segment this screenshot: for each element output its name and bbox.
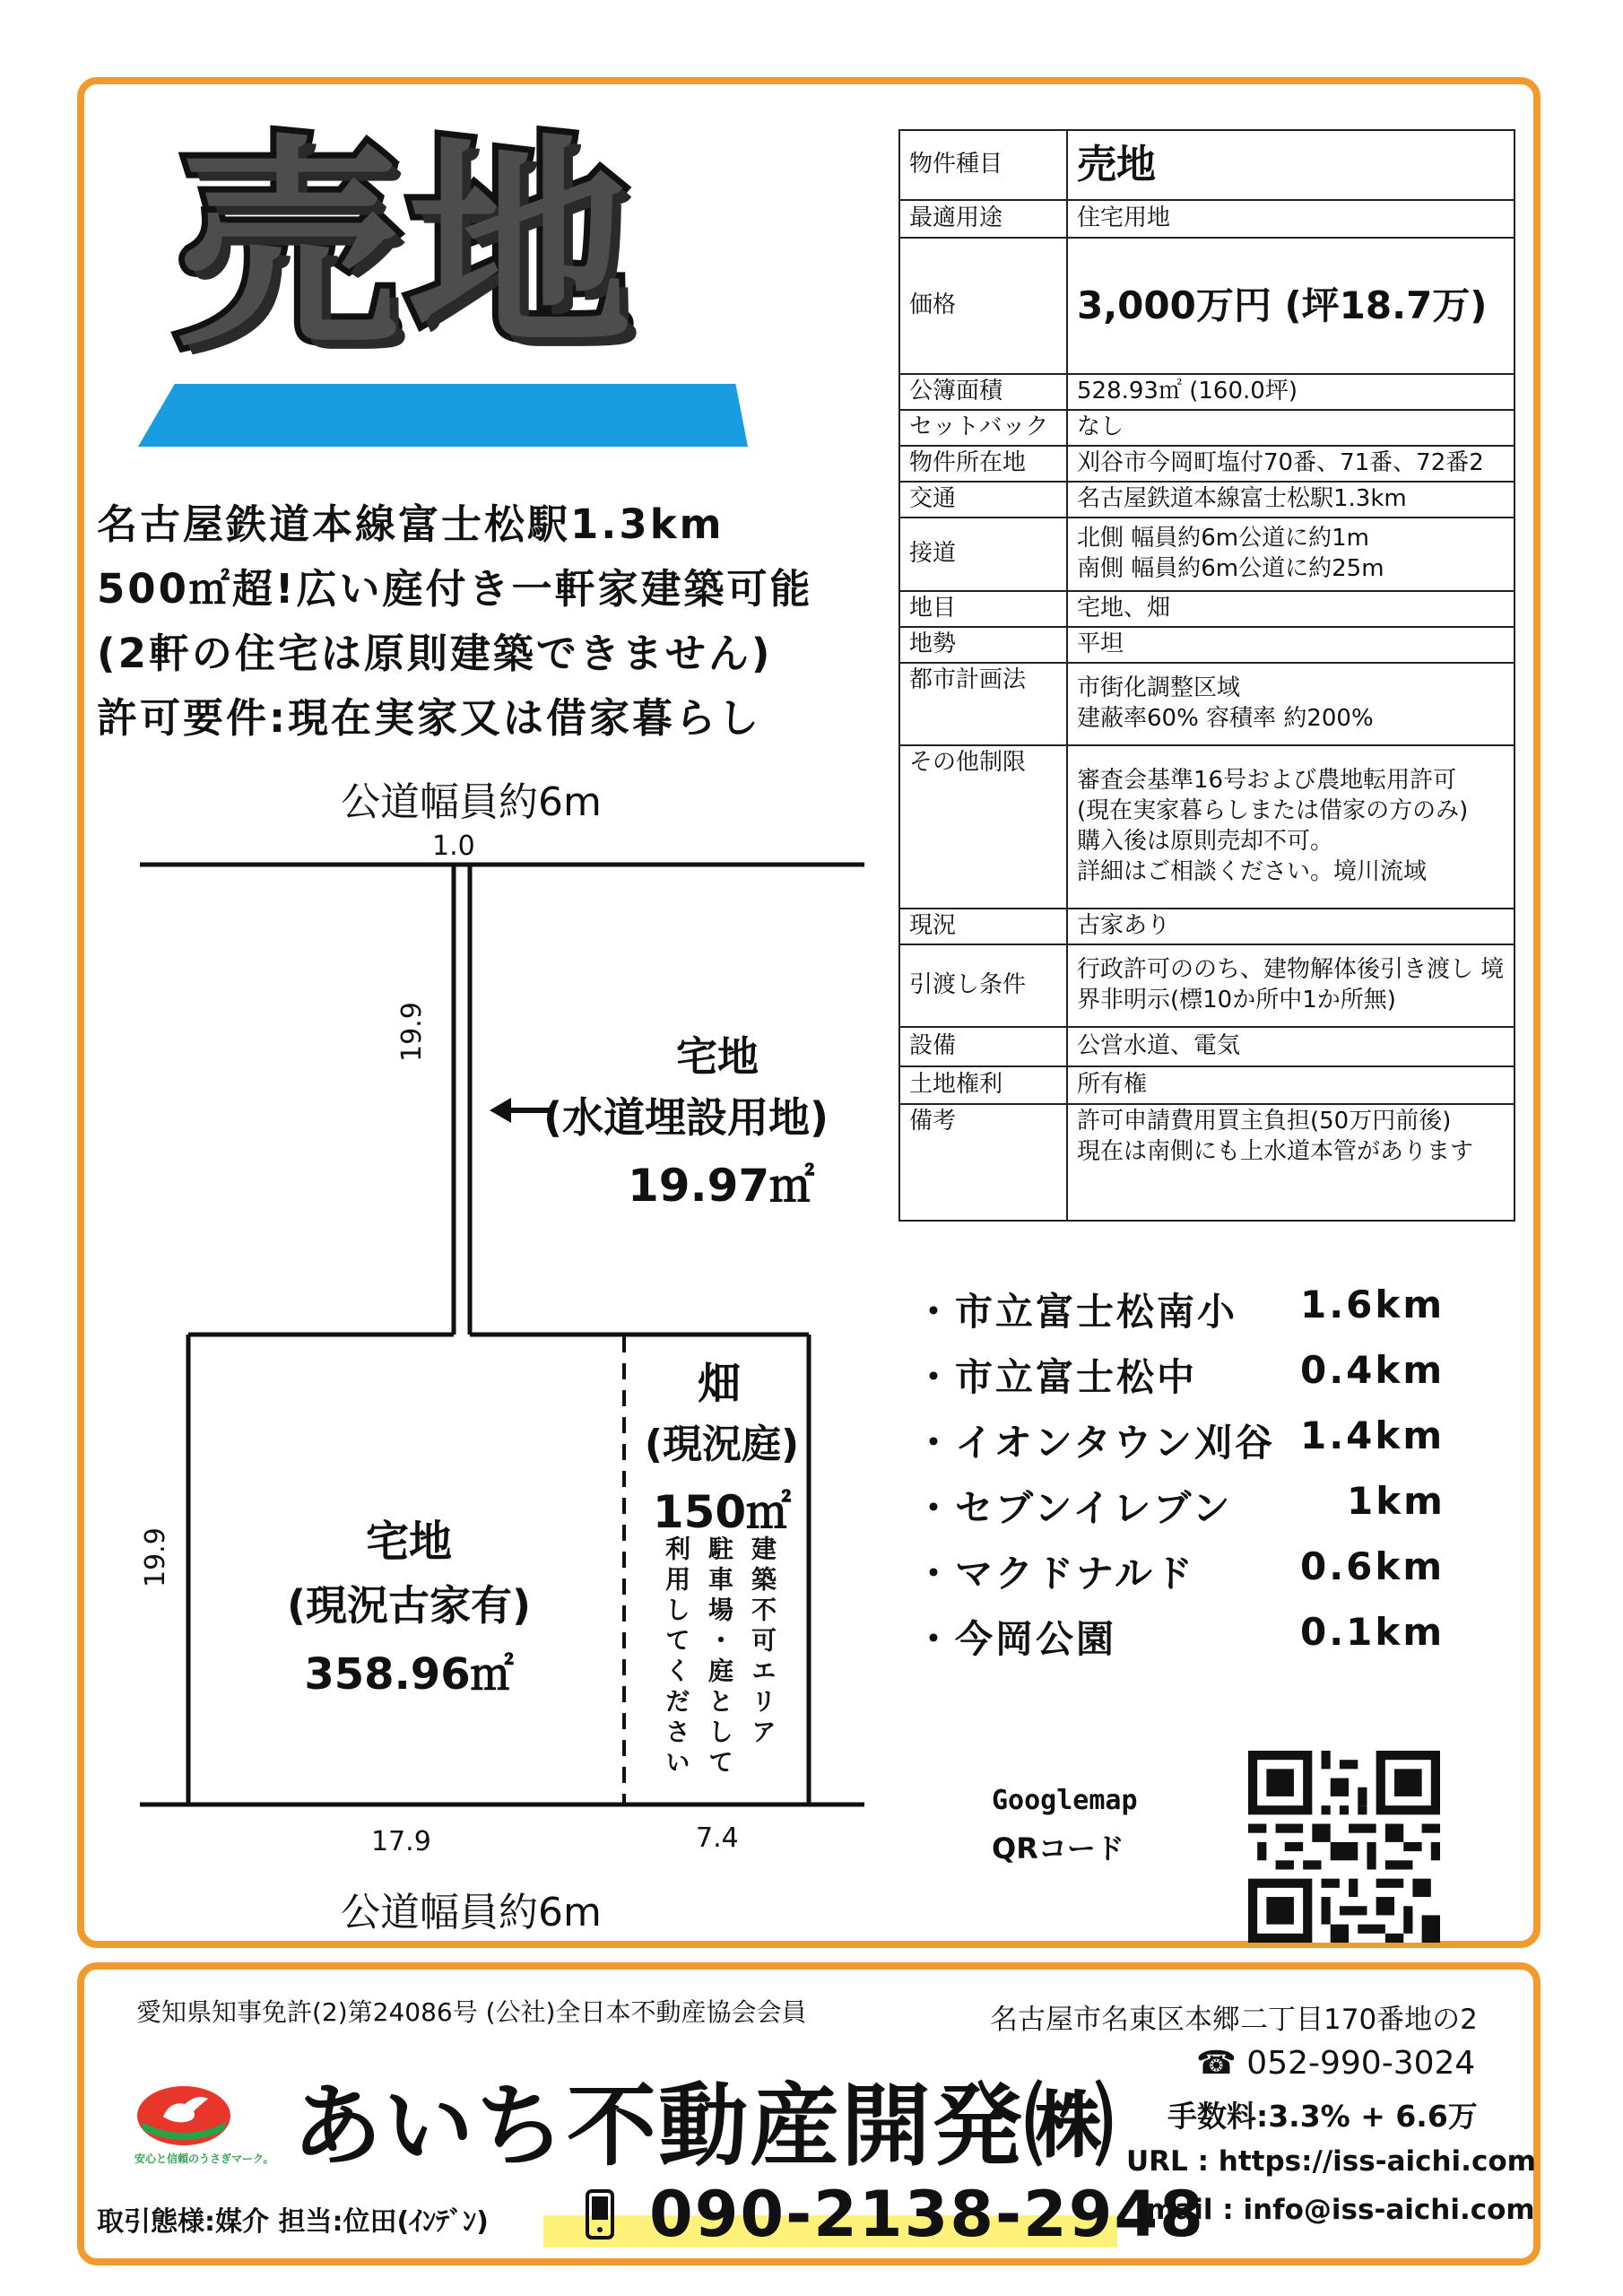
- company-name: あいち不動産開発㈱: [292, 2074, 1115, 2179]
- company-address: 名古屋市名東区本郷二丁目170番地の2: [990, 2004, 1478, 2036]
- qr-label-map: Googlemap: [992, 1785, 1138, 1816]
- strip-area: 19.97㎡: [628, 1160, 815, 1212]
- contact-email[interactable]: mail : info@iss-aichi.com: [1146, 2194, 1535, 2226]
- nearby-distance: 0.6km: [1300, 1544, 1445, 1588]
- spec-label: 最適用途: [899, 200, 1067, 238]
- spec-value: 古家あり: [1067, 909, 1515, 944]
- spec-label: 価格: [899, 238, 1067, 374]
- nearby-name: ・マクドナルド: [915, 1552, 1195, 1596]
- spec-row: [899, 1104, 1515, 1221]
- qr-code-icon[interactable]: [1248, 1751, 1440, 1943]
- hero-underline-band: [138, 384, 748, 447]
- dim-lot-left: 19.9: [140, 1527, 171, 1587]
- spec-line: 北側 幅員約6m公道に約1m: [1077, 525, 1370, 552]
- spec-row: [899, 663, 1515, 745]
- headline-area: 500㎡超!広い庭付き一軒家建築可能: [97, 565, 813, 613]
- spec-row: [899, 1066, 1515, 1104]
- field-subtitle: (現況庭): [644, 1422, 800, 1467]
- spec-line: 詳細はご相談ください。境川流域: [1077, 857, 1428, 885]
- nearby-name: ・市立富士松中: [915, 1355, 1198, 1399]
- mobile-number[interactable]: 090-2138-2948: [649, 2178, 1205, 2251]
- rabbit-logo-icon: [135, 2084, 233, 2147]
- dim-strip-length: 19.9: [396, 1002, 428, 1062]
- commission-fee: 手数料:3.3% + 6.6万: [1167, 2099, 1478, 2134]
- spec-row: [899, 517, 1515, 591]
- spec-value: 528.93㎡ (160.0坪): [1067, 374, 1515, 410]
- spec-label: 引渡し条件: [899, 944, 1067, 1027]
- road-label-bottom: 公道幅員約6m: [341, 1890, 602, 1935]
- nearby-distance: 1.4km: [1300, 1413, 1445, 1457]
- hero-title: 売地: [176, 116, 638, 377]
- spec-line: 現在は南側にも上水道本管があります: [1077, 1137, 1474, 1165]
- spec-value: [1067, 944, 1515, 1027]
- spec-value: 公営水道、電気: [1067, 1027, 1515, 1066]
- dim-top-width: 1.0: [432, 831, 475, 862]
- headline-station: 名古屋鉄道本線富士松駅1.3km: [97, 500, 725, 548]
- spec-row: [899, 374, 1515, 410]
- spec-row: [899, 627, 1515, 663]
- spec-value: 刈谷市今岡町塩付70番、71番、72番2: [1067, 446, 1515, 482]
- field-area: 150㎡: [652, 1486, 792, 1538]
- spec-line: 許可申請費用買主負担(50万円前後): [1077, 1108, 1452, 1135]
- qr-label-code: QRコード: [992, 1831, 1124, 1866]
- main-lot-subtitle: (現況古家有): [286, 1581, 532, 1630]
- spec-value: [1067, 663, 1515, 745]
- spec-label: セットバック: [899, 410, 1067, 446]
- spec-row: [899, 410, 1515, 446]
- spec-row: [899, 591, 1515, 627]
- spec-value: 売地: [1067, 130, 1515, 200]
- spec-label: 現況: [899, 909, 1067, 944]
- nearby-name: ・セブンイレブン: [915, 1486, 1233, 1530]
- spec-value: 所有権: [1067, 1066, 1515, 1104]
- nearby-distance: 1.6km: [1300, 1283, 1445, 1326]
- spec-line: 審査会基準16号および農地転用許可: [1077, 767, 1457, 795]
- spec-value: 名古屋鉄道本線富士松駅1.3km: [1067, 482, 1515, 517]
- website-url[interactable]: URL : https://iss-aichi.com: [1126, 2145, 1536, 2178]
- spec-line: 市街化調整区域: [1077, 674, 1241, 702]
- nearby-distance: 1km: [1347, 1479, 1445, 1523]
- mobile-phone-icon: [585, 2188, 615, 2240]
- office-phone: ☎ 052-990-3024: [1196, 2045, 1476, 2082]
- dim-bottom-left: 17.9: [371, 1826, 431, 1857]
- spec-value: 平坦: [1067, 627, 1515, 663]
- spec-label: 設備: [899, 1027, 1067, 1066]
- spec-row: [899, 745, 1515, 909]
- strip-title: 宅地: [676, 1032, 759, 1081]
- spec-label: 物件所在地: [899, 446, 1067, 482]
- logo-caption: 安心と信頼のうさぎマーク。: [135, 2152, 274, 2165]
- field-note-1: 建築不可エリア: [748, 1535, 777, 1749]
- spec-row: [899, 1027, 1515, 1066]
- spec-label: 接道: [899, 517, 1067, 591]
- headline-restriction: (2軒の住宅は原則建築できません): [97, 630, 773, 677]
- road-label-top: 公道幅員約6m: [341, 779, 602, 825]
- spec-row: [899, 909, 1515, 944]
- spec-line: (現在実家暮らしまたは借家の方のみ): [1077, 797, 1469, 825]
- nearby-distance: 0.4km: [1300, 1348, 1445, 1392]
- spec-value: [1067, 1104, 1515, 1221]
- nearby-name: ・今岡公園: [915, 1617, 1117, 1661]
- spec-row: [899, 944, 1515, 1027]
- spec-label: 交通: [899, 482, 1067, 517]
- agent-info: 取引態様:媒介 担当:位田(ｲﾝﾃﾞﾝ): [97, 2206, 489, 2238]
- spec-value: [1067, 745, 1515, 909]
- spec-label: 土地権利: [899, 1066, 1067, 1104]
- spec-label: その他制限: [899, 745, 1067, 909]
- spec-value: なし: [1067, 410, 1515, 446]
- spec-value: 宅地、畑: [1067, 591, 1515, 627]
- main-lot-title: 宅地: [365, 1517, 452, 1567]
- spec-line: 界非明示(標10か所中1か所無): [1077, 987, 1396, 1013]
- field-note-2: 駐車場・庭として: [705, 1535, 734, 1779]
- spec-line: 購入後は原則売却不可。: [1077, 828, 1334, 855]
- spec-value: 住宅用地: [1067, 200, 1515, 238]
- spec-line: 建蔽率60% 容積率 約200%: [1077, 705, 1374, 732]
- spec-label: 公簿面積: [899, 374, 1067, 410]
- nearby-name: ・市立富士松南小: [915, 1290, 1238, 1334]
- nearby-name: ・イオンタウン刈谷: [915, 1421, 1276, 1465]
- strip-subtitle: (水道埋設用地): [543, 1093, 829, 1142]
- price-value: 3,000万円 (坪18.7万): [1067, 238, 1515, 374]
- spec-line: 行政許可ののち、建物解体後引き渡し 境: [1077, 956, 1505, 984]
- spec-label: 地勢: [899, 627, 1067, 663]
- property-spec-table: [898, 129, 1515, 1222]
- main-lot-area: 358.96㎡: [304, 1649, 514, 1700]
- spec-label: 都市計画法: [899, 663, 1067, 745]
- headline-requirement: 許可要件:現在実家又は借家暮らし: [97, 694, 761, 742]
- nearby-distance: 0.1km: [1300, 1610, 1445, 1654]
- spec-row: [899, 130, 1515, 200]
- spec-row: [899, 200, 1515, 238]
- field-note-3: 利用してください: [662, 1535, 691, 1779]
- spec-row: [899, 482, 1515, 517]
- arrow-left-icon: [490, 1098, 511, 1123]
- spec-value: [1067, 517, 1515, 591]
- field-title: 畑: [697, 1359, 741, 1409]
- license-text: 愛知県知事免許(2)第24086号 (公社)全日本不動産協会会員: [136, 1997, 807, 2027]
- spec-label: 備考: [899, 1104, 1067, 1221]
- spec-row: [899, 446, 1515, 482]
- spec-line: 南側 幅員約6m公道に約25m: [1077, 555, 1384, 582]
- spec-label: 物件種目: [899, 130, 1067, 200]
- spec-row: [899, 238, 1515, 374]
- dim-bottom-right: 7.4: [696, 1822, 739, 1854]
- spec-label: 地目: [899, 591, 1067, 627]
